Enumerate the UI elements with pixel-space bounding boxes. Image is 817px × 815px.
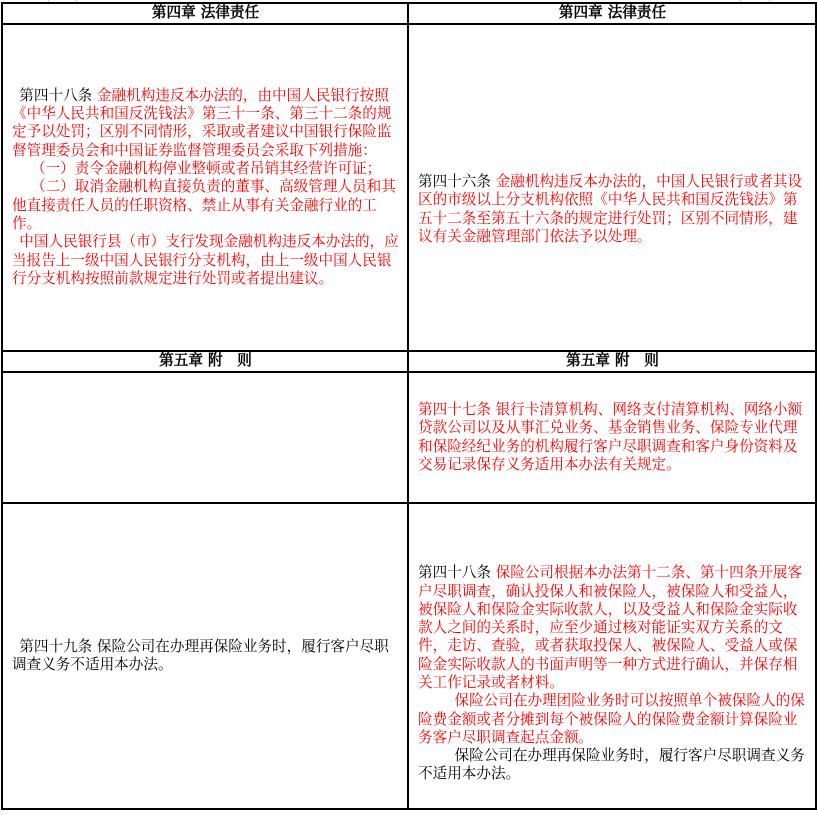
article-48-old-para1 [12, 87, 399, 160]
chapter5-row-47 [2, 372, 816, 503]
article-47-new-cell [408, 372, 816, 503]
article-text: 保险公司根据本办法第十二条、第十四条开展客户尽职调查，确认投保人和被保险人，被保险人和受益人，被保险人和保险金实际收款人，以及受益人和保险金实际收款人之间的关系时，应至少通过核对能证实双方关系的文件，走访、查验，或者获取投保人、被保险人、受益人或保险金实际收款人的书面声明等一种方式进行确认，并保存相关工作记录或者材料。 [418, 564, 803, 691]
chapter4-header-new: 第四章 法律责任 [408, 3, 816, 24]
chapter4-header-row [2, 3, 816, 24]
chapter5-header-new: 第五章 附 则 [408, 351, 816, 372]
chapter5-row-48-49 [2, 503, 816, 809]
article-49-old-text: 第四十九条 保险公司在办理再保险业务时，履行客户尽职调查义务不适用本办法。 [12, 637, 389, 673]
article-label: 第四十八条 [418, 564, 491, 582]
article-48-new-para2: 保险公司在办理团险业务时可以按照单个被保险人的保险费金额或者分摊到每个被保险人的保险费金额计算保险业务客户尽职调查起点金额。 [418, 692, 805, 746]
article-48-old-cell [2, 24, 408, 351]
article-label: 第四十八条 [19, 86, 93, 104]
article-48-new-para3: 保险公司在办理再保险业务时，履行客户尽职调查义务不适用本办法。 [418, 747, 805, 783]
comparison-table [1, 2, 817, 810]
article-48-old-item1: （一）责令金融机构停业整顿或者吊销其经营许可证； [30, 160, 382, 178]
chapter4-header-old: 第四章 法律责任 [2, 3, 408, 24]
article-text: 金融机构违反本办法的，由中国人民银行按照《中华人民共和国反洗钱法》第三十一条、第三十二条的规定予以处罚；区别不同情形，采取或者建议中国银行保险监督管理委员会和中国证券监督管理委员会采取下列措施： [12, 86, 392, 159]
article-text: 金融机构违反本办法的，中国人民银行或者其设区的市级以上分支机构依照《中华人民共和国反洗钱法》第五十二条至第五十六条的规定进行处罚；区别不同情形，建议有关金融管理部门依法予以处理。 [418, 172, 803, 245]
chapter5-header-old: 第五章 附 则 [2, 351, 408, 372]
article-48-new-para1 [418, 564, 807, 692]
article-49-old-cell [2, 503, 408, 809]
article-48-old-item2: （二）取消金融机构直接负责的董事、高级管理人员和其他直接责任人员的任职资格、禁止从事有关金融行业的工作。 [12, 178, 396, 232]
article-46-new-para [418, 173, 807, 246]
chapter4-content-row [2, 24, 816, 351]
article-48-new-cell [408, 503, 816, 809]
article-label: 第四十六条 [418, 172, 491, 190]
article-48-old-para2: 中国人民银行县（市）支行发现金融机构违反本办法的，应当报告上一级中国人民银行分支机构，由上一级中国人民银行分支机构按照前款规定进行处罚或者提出建议。 [12, 233, 399, 287]
article-47-new-text: 第四十七条 银行卡清算机构、网络支付清算机构、网络小额贷款公司以及从事汇兑业务、基金销售业务、保险专业代理和保险经纪业务的机构履行客户尽职调查和客户身份资料及交易记录保存义务适用本办法有关规定。 [418, 400, 803, 473]
article-47-old-cell [2, 372, 408, 503]
article-46-new-cell [408, 24, 816, 351]
chapter5-header-row [2, 351, 816, 372]
